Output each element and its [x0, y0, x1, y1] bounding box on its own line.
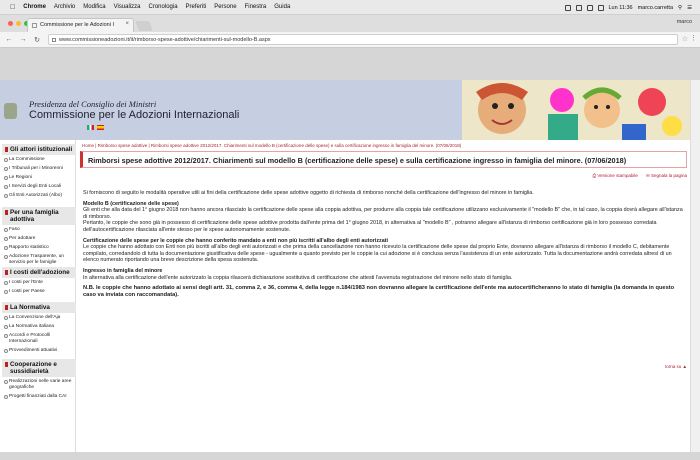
- status-area: [565, 0, 693, 15]
- browser-menu-icon[interactable]: ⋮: [690, 35, 697, 42]
- tab-title: Commissione per le Adozioni I: [40, 22, 114, 28]
- menu-cronologia[interactable]: Cronologia: [143, 4, 173, 10]
- window-controls: [8, 21, 29, 26]
- section-heading-model-b: Modello B (certificazione delle spese): [83, 200, 179, 207]
- menu-modifica[interactable]: Modifica: [78, 4, 101, 10]
- sidebar-section-family: [2, 207, 76, 267]
- paragraph-certification: Le coppie che hanno adottato con Enti non più iscritti all'albo degli enti autorizzati e che prima della cancellazione non hanno ricevuto la certificazione delle spese dal proprio Ente, dovranno allegare all'istanza di rimborso il modello C, debitamente compilato, corredandolo di tutta la documentazione giustificativa delle spese - ugualmente a quanto previsto per le coppie la cui adozione si è conclusa senza l'assistenza di un ente autorizzato. Tutta la documentazione andrà corredata altresì di un elenco numerato riportando una breve descrizione della spesa sostenuta.: [83, 244, 672, 264]
- paragraph-model-b-1: Gli enti che alla data del 1° giugno 2018 non hanno ancora rilasciato la certificazione delle spese alla coppia adottiva, per produrre alla coppia tale certificazione utilizzano esclusivamente il "modello B" che, in tal caso, la coppia dovrà allegare all'istanza di rimborso.: [83, 207, 683, 220]
- apple-icon[interactable]: [10, 4, 15, 11]
- forward-arrow-icon[interactable]: →: [19, 36, 27, 43]
- sidebar-section-actors: [2, 144, 76, 200]
- clock[interactable]: Lun 11:36: [608, 4, 633, 11]
- sidebar-link[interactable]: Progetti finanziati dalla CAI: [2, 392, 76, 401]
- sidebar-link[interactable]: Accordi e Protocolli Internazionali: [2, 331, 76, 346]
- close-window-icon[interactable]: [8, 21, 13, 26]
- main-content: [78, 140, 688, 452]
- url-text: www.commissioneadozioni.it/it/rimborso-spese-adottive/chiarimenti-sul-modello-B.aspx: [59, 37, 271, 43]
- sidebar-section-costs: [2, 267, 76, 296]
- dropbox-icon[interactable]: [565, 5, 571, 11]
- sidebar-link[interactable]: I Tribunali per i Minorenni: [2, 164, 76, 173]
- bookmark-star-icon[interactable]: ☆: [681, 36, 688, 43]
- user-name[interactable]: marco.carretta: [637, 4, 674, 11]
- sidebar-link[interactable]: I Servizi degli Enti Locali: [2, 182, 76, 191]
- macos-menubar: [0, 0, 700, 15]
- report-page-link[interactable]: ✉ Segnala la pagina: [645, 173, 687, 178]
- header-commission[interactable]: Commissione per le Adozioni Internazionali: [29, 109, 240, 121]
- sidebar-link[interactable]: I costi per l'Ente: [2, 278, 76, 287]
- article-body: [83, 190, 688, 299]
- sidebar-heading: Per una famiglia adottiva: [2, 207, 76, 225]
- site-content: [0, 80, 690, 452]
- menu-chrome[interactable]: Chrome: [18, 4, 41, 10]
- bluetooth-icon[interactable]: [576, 5, 582, 11]
- sidebar-heading: La Normativa: [2, 302, 76, 313]
- browser-tab[interactable]: [27, 18, 134, 32]
- back-arrow-icon[interactable]: ←: [5, 36, 13, 43]
- sidebar-link[interactable]: La Commissione: [2, 155, 76, 164]
- reload-icon[interactable]: ↻: [34, 36, 40, 44]
- menu-preferiti[interactable]: Preferiti: [180, 4, 201, 10]
- sidebar-link[interactable]: Realizzazioni nelle varie aree geografiche: [2, 377, 76, 392]
- battery-icon[interactable]: [598, 5, 604, 11]
- address-bar[interactable]: [48, 34, 678, 45]
- sidebar-link[interactable]: Le Regioni: [2, 173, 76, 182]
- wifi-icon[interactable]: [587, 5, 593, 11]
- sidebar-link[interactable]: Per adottare: [2, 234, 76, 243]
- sidebar-link[interactable]: La Normativa italiana: [2, 322, 76, 331]
- sidebar-link[interactable]: Faso: [2, 225, 76, 234]
- address-toolbar: [0, 32, 700, 48]
- header-children-illustration: [462, 80, 690, 140]
- sidebar-link[interactable]: La Convenzione dell'Aja: [2, 313, 76, 322]
- intro-paragraph: Si forniscono di seguito le modalità operative utili ai fini della certificazione delle spese adottive oggetto di richiesta di rimborso nonché della certificazione dell'ingresso del minore in famiglia.: [83, 190, 534, 196]
- sidebar-link[interactable]: Rapporto statistico: [2, 243, 76, 252]
- spanish-flag-icon[interactable]: [97, 125, 104, 130]
- section-heading-certification: Certificazione delle spese per le coppie che hanno conferito mandato a enti non più iscritti all'albo degli enti autorizzati: [83, 237, 389, 244]
- breadcrumb[interactable]: Home | Rimborso spese adottive | Rimborsi spese adottive 2012/2017. Chiarimenti sul modello B (certificazione delle spese) e sulla certificazione ingresso in famiglia del minore. (07/06/2018): [82, 143, 462, 148]
- menu-persone[interactable]: Persone: [208, 4, 232, 10]
- menu-finestra[interactable]: Finestra: [239, 4, 262, 10]
- sidebar-link[interactable]: I costi per Paese: [2, 287, 76, 296]
- menu-archivio[interactable]: Archivio: [48, 4, 71, 10]
- vertical-scrollbar[interactable]: [690, 80, 700, 452]
- print-version-link[interactable]: ⎙ Versione stampabile: [592, 173, 638, 178]
- info-icon[interactable]: [52, 38, 56, 42]
- minimize-window-icon[interactable]: [16, 21, 21, 26]
- italian-flag-icon[interactable]: [87, 125, 94, 130]
- sidebar-heading: Gli attori istituzionali: [2, 144, 76, 155]
- sidebar-heading: Cooperazione e sussidiarietà: [2, 359, 76, 377]
- paragraph-family-entry: In alternativa alla certificazione dell'ente autorizzato la coppia rilascerà dichiarazione sostitutiva di certificazione che attesti l'avvenuta registrazione del minore nello stato di famiglia.: [83, 274, 513, 281]
- site-header: [0, 80, 690, 140]
- language-flags: [87, 125, 104, 130]
- new-tab-button[interactable]: [135, 21, 153, 31]
- sidebar-heading: I costi dell'adozione: [2, 267, 76, 278]
- back-to-top-link[interactable]: torna su ▲: [665, 364, 687, 369]
- close-tab-icon[interactable]: ×: [125, 21, 129, 27]
- sidebar-section-cooperation: [2, 359, 76, 401]
- sidebar-section-law: [2, 302, 76, 355]
- sidebar-link[interactable]: Provvedimenti attuativi: [2, 346, 76, 355]
- page-tools: [593, 173, 687, 179]
- list-icon[interactable]: ☰: [687, 4, 692, 11]
- page-title: Rimborsi spese adottive 2012/2017. Chiarimenti sul modello B (certificazione delle spese) e sulla certificazione ingresso in famiglia del minore. (07/06/2018): [80, 151, 687, 168]
- profile-button[interactable]: marco: [676, 19, 692, 25]
- header-presidency: Presidenza del Consiglio dei Ministri: [29, 99, 157, 109]
- section-heading-family-entry: Ingresso in famiglia del minore: [83, 267, 163, 274]
- search-icon[interactable]: ⚲: [678, 4, 683, 11]
- nb-note: N.B. le coppie che hanno adottato ai sensi degli artt. 31, comma 2, e 36, comma 4, della legge n.184/1983 non dovranno allegare la certificazione dell'ente ma autocertificheranno lo stato di famiglia (la domanda in questo caso va inviata con raccomandata).: [83, 285, 675, 299]
- left-sidebar: [0, 140, 76, 452]
- paragraph-model-b-2: Pertanto, le coppie che sono già in possesso di certificazione delle spese adottive prodotta dall'ente prima del 1° giugno 2018, in alternativa al "modello B" , potranno allegare all'istanza di rimborso certificazione già in loro possesso corredata dell'autocertificazione rilasciata all'ente stesso per le spese autonomamente sostenute.: [83, 220, 657, 233]
- menu-guida[interactable]: Guida: [269, 4, 286, 10]
- republic-emblem-icon: [4, 103, 17, 119]
- tab-bar: [0, 15, 700, 32]
- menu-visualizza[interactable]: Visualizza: [108, 4, 136, 10]
- sidebar-link[interactable]: Gli Enti Autorizzati (Albo): [2, 191, 76, 200]
- page-viewport: [0, 48, 700, 460]
- sidebar-link[interactable]: Adozione Trasparente, un servizio per le famiglie: [2, 252, 76, 267]
- favicon-icon: [32, 23, 37, 28]
